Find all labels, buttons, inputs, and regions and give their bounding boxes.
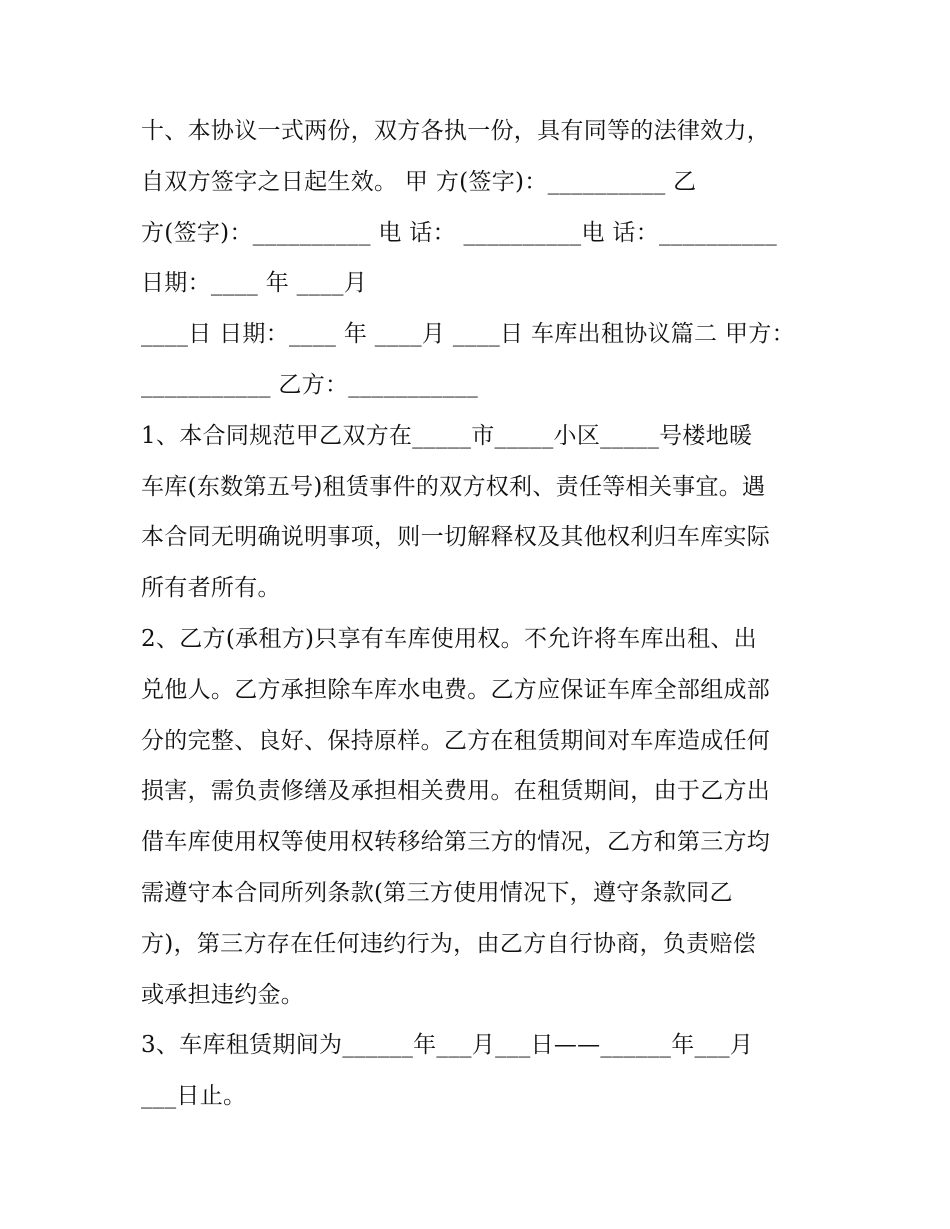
text-line: 借车库使用权等使用权转移给第三方的情况，乙方和第三方均 [141,829,771,856]
text-line: ___日止。 [141,1083,247,1110]
text-line: 分的完整、良好、保持原样。乙方在租赁期间对车库造成任何 [141,727,771,754]
text-line: 自双方签字之日起生效。 甲 方(签字)：__________ 乙 [141,168,697,195]
text-line: 所有者所有。 [141,575,281,602]
text-line: 车库(东数第五号)租赁事件的双方权利、责任等相关事宜。遇 [141,473,766,500]
text-line: ____日 日期：____ 年 ____月 ____日 车库出租协议篇二 甲方： [141,321,795,348]
text-line: 十、本协议一式两份，双方各执一份，具有同等的法律效力， [141,118,771,144]
text-line: 损害，需负责修缮及承担相关费用。在租赁期间，由于乙方出 [141,778,771,805]
text-line: ___________ 乙方：___________ [141,371,479,398]
text-line: 方(签字)：__________ 电 话： __________电 话：__________ [141,219,777,246]
document-body [141,106,821,1122]
text-line: 日期：____ 年 ____月 [141,270,368,297]
text-line: 本合同无明确说明事项，则一切解释权及其他权利归车库实际 [141,524,771,551]
text-line: 或承担违约金。 [141,981,305,1008]
text-line: 兑他人。乙方承担除车库水电费。乙方应保证车库全部组成部 [141,676,771,703]
text-line: 方)，第三方存在任何违约行为，由乙方自行协商，负责赔偿 [141,930,757,957]
clause-3-line: 3、车库租赁期间为______年___月___日——______年___月 [141,1032,754,1059]
clause-2-line: 2、乙方(承租方)只享有车库使用权。不允许将车库出租、出 [141,625,757,652]
clause-1-line: 1、本合同规范甲乙双方在_____市_____小区_____号楼地暖 [141,422,753,449]
text-line: 需遵守本合同所列条款(第三方使用情况下，遵守条款同乙 [141,879,733,906]
